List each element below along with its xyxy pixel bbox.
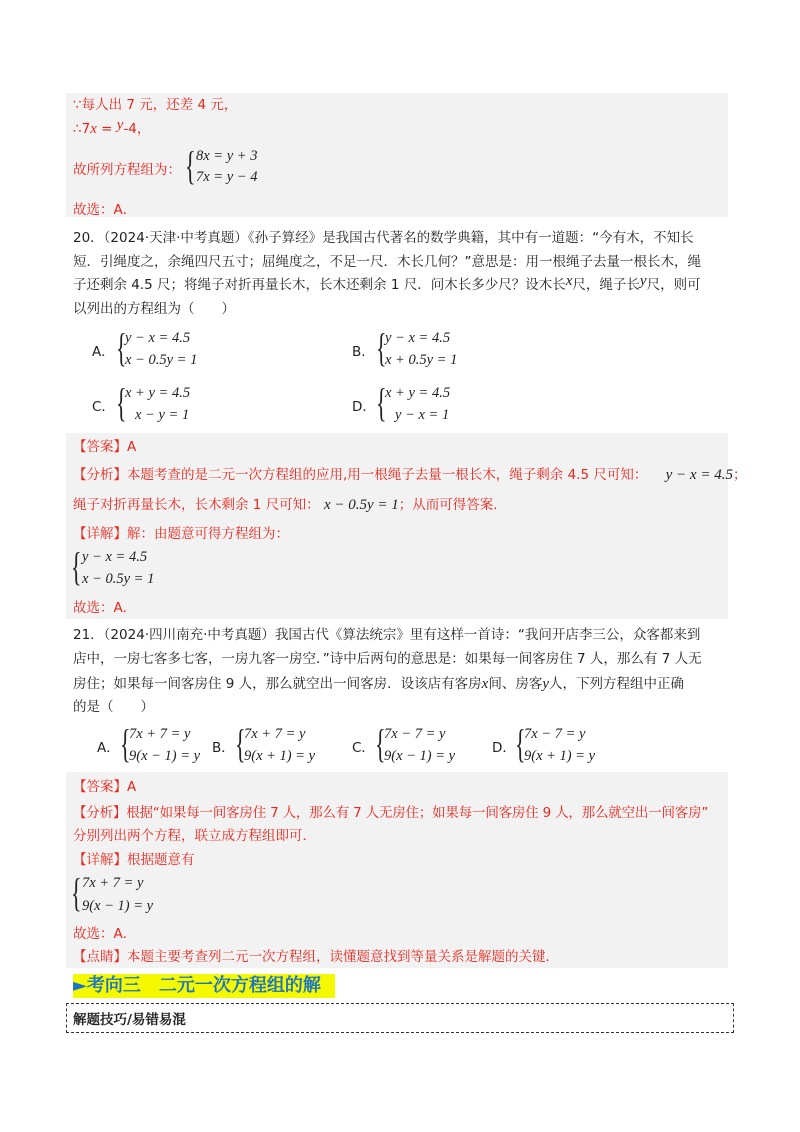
q21-choose: 故选：A． [73,926,137,942]
q21-system-eq-1: 7x + 7 = y [82,875,144,891]
q21-option-b-label[interactable]: B． [212,740,235,756]
q21-option-a-eq-2: 9(x − 1) = y [129,748,201,764]
q20-option-a-eq-2: x − 0.5y = 1 [125,352,198,368]
q20-analysis-line-2: 绳子对折再量长木，长木剩余 1 尺可知： x − 0.5y = 1；从而可得答案. [73,497,498,513]
brace: { [376,380,387,425]
system-brace: { [185,143,196,188]
q21-option-b-eq-2: 9(x + 1) = y [244,748,316,764]
brace: { [375,721,386,766]
q21-answer: 【答案】A [73,779,137,795]
solution-block-q21 [66,772,728,968]
q21-option-d-eq-2: 9(x + 1) = y [524,748,596,764]
q20-option-b-label[interactable]: B． [352,344,375,360]
q21-option-c-eq-1: 7x − 7 = y [384,726,446,742]
q20-option-c-label[interactable]: C． [92,399,115,415]
q20-header: 20．（2024·天津·中考真题）《孙子算经》是我国古代著名的数学典籍，其中有一道题：“今有木，不知长 [73,230,694,246]
q21-option-c-label[interactable]: C． [352,740,375,756]
q21-option-b-eq-1: 7x + 7 = y [244,726,306,742]
brace: { [120,721,131,766]
q21-system-eq-2: 9(x − 1) = y [82,898,154,914]
section-title: 考向三 二元一次方程组的解 [86,975,321,996]
q20-answer: 【答案】A [73,439,137,455]
system-brace: { [71,544,82,589]
solution-line-3-label: 故所列方程组为： [73,162,181,178]
q20-option-a-eq-1: y − x = 4.5 [125,330,191,346]
q21-line-2: 店中，一房七客多七客，一房九客一房空．”诗中后两句的意思是：如果每一间客房住 7 人，那么有 7 人无 [73,651,702,667]
q21-line-3: 房住；如果每一间客房住 9 人，那么就空出一间客房．设该店有客房x间、房客y人，下列方程组中正确 [73,676,685,692]
q21-remark: 【点睛】本题主要考查列二元一次方程组，读懂题意找到等量关系是解题的关键． [73,949,559,965]
solution-line-2: ∴7x = y-4， [73,117,151,137]
q21-analysis-line-1: 【分析】根据“如果每一间客房住 7 人，那么有 7 人无房住；如果每一间客房住 9 人，那么就空出一间客房” [73,805,709,821]
q20-option-d-eq-2: y − x = 1 [395,407,450,423]
q21-line-4: 的是（ ） [73,699,154,715]
tips-title: 解题技巧/易错易混 [73,1012,186,1028]
q20-line-4: 以列出的方程组为（ ） [73,301,235,317]
q20-option-b-eq-1: y − x = 4.5 [385,330,451,346]
q20-system-eq-2: x − 0.5y = 1 [82,571,155,587]
q21-option-c-eq-2: 9(x − 1) = y [384,748,456,764]
q20-line-3: 子还剩余 4.5 尺；将绳子对折再量长木，长木还剩余 1 尺．问木长多少尺？设木长x尺，绳子长y尺，则可 [73,273,701,293]
system-eq-1: 8x = y + 3 [196,148,258,164]
solution-line-4: 故选：A． [73,202,137,218]
q20-option-a-label[interactable]: A． [92,344,115,360]
q21-detail: 【详解】根据题意有 [73,852,195,868]
q21-option-d-label[interactable]: D． [492,740,516,756]
q20-option-c-eq-1: x + y = 4.5 [125,385,191,401]
system-brace: { [71,870,82,915]
q21-option-d-eq-1: 7x − 7 = y [524,726,586,742]
brace: { [515,721,526,766]
tips-box [66,1003,734,1033]
brace: { [376,325,387,370]
q21-option-a-label[interactable]: A． [97,740,120,756]
section-heading [73,974,335,998]
q20-option-b-eq-2: x + 0.5y = 1 [385,352,458,368]
q21-analysis-line-2: 分别列出两个方程，联立成方程组即可． [73,828,316,844]
q20-option-d-label[interactable]: D． [352,399,376,415]
q20-line-2: 短．引绳度之，余绳四尺五寸；屈绳度之，不足一尺．木长几何？”意思是：用一根绳子去量一根长木，绳 [73,254,701,270]
q20-analysis-line-1: 【分析】本题考查的是二元一次方程组的应用,用一根绳子去量一根长木，绳子剩余 4.5 尺可知： y − x = 4.5； [73,467,747,483]
q20-option-d-eq-1: x + y = 4.5 [385,385,451,401]
solution-line-1: ∵每人出 7 元，还差 4 元， [73,97,238,113]
system-eq-2: 7x = y − 4 [196,169,258,185]
q20-detail: 【详解】解：由题意可得方程组为： [73,526,289,542]
q20-system-eq-1: y − x = 4.5 [82,549,148,565]
q21-header: 21．（2024·四川南充·中考真题）我国古代《算法统宗》里有这样一首诗：“我问开店李三公，众客都来到 [73,627,701,643]
q20-choose: 故选：A. [73,600,127,616]
q20-option-c-eq-2: x − y = 1 [135,407,190,423]
arrow-icon: ► [73,975,87,996]
brace: { [235,721,246,766]
q21-option-a-eq-1: 7x + 7 = y [129,726,191,742]
brace: { [116,380,127,425]
brace: { [116,325,127,370]
